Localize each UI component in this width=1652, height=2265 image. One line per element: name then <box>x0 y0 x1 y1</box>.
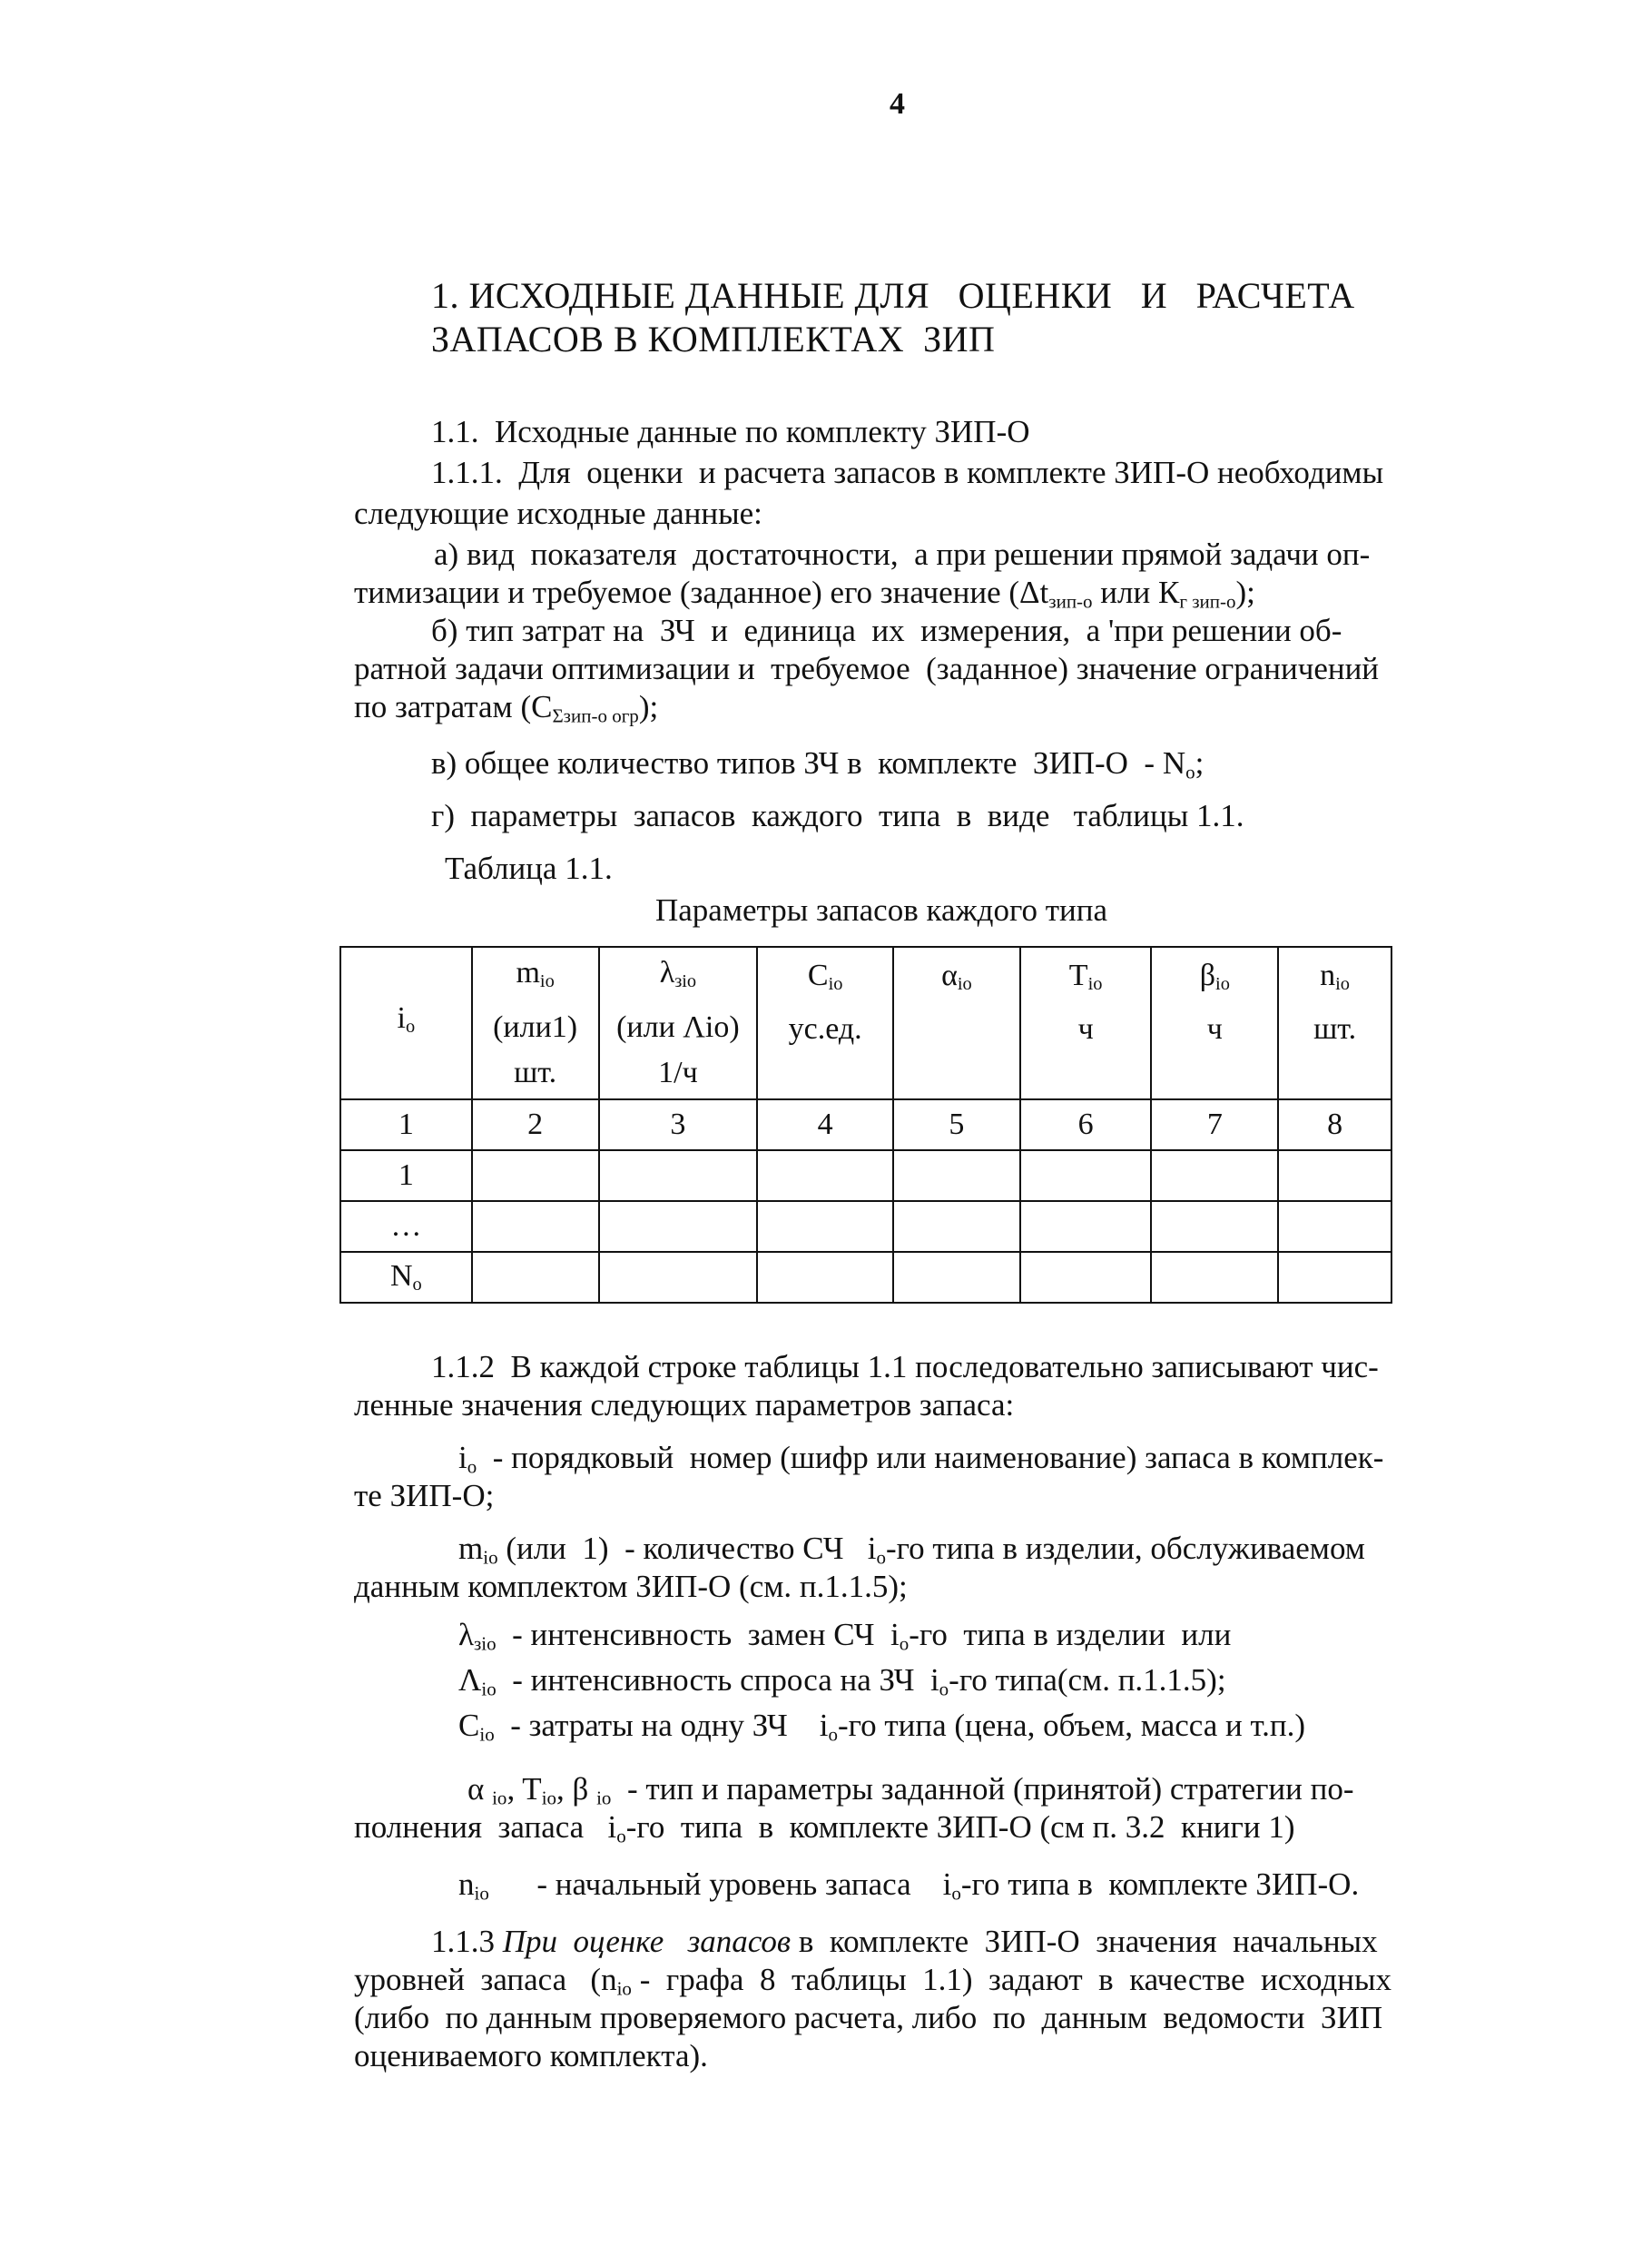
header-lambda: $\lambda_{зio}$ (или Λio) 1/ч <box>599 947 758 1099</box>
table-cell <box>757 1201 893 1252</box>
table-header-row <box>340 947 1391 1099</box>
header-alpha: $\alpha_{io}$ <box>893 947 1020 1099</box>
def-mio-line-1: $m_{io}$ (или 1) - количество СЧ $i_o-го$ типа в изделии, обслуживаемом <box>458 1531 1365 1569</box>
def-mio-line-2: данным комплектом ЗИП-О (см. п.1.1.5); <box>354 1569 908 1604</box>
table-cell <box>1020 1201 1152 1252</box>
table-cell <box>757 1252 893 1303</box>
table-cell <box>1151 1252 1278 1303</box>
table-cell: … <box>340 1201 472 1252</box>
section-title-line-2: ЗАПАСОВ В КОМПЛЕКТАХ ЗИП <box>431 319 996 359</box>
def-cio: $С_{io}$ - затраты на одну ЗЧ $i_o-го$ типа (цена, объем, масса и т.п.) <box>458 1708 1306 1746</box>
subsection-1-1-3-line-3: (либо по данным проверяемого расчета, либо по данным ведомости ЗИП <box>354 2000 1383 2035</box>
subsection-1-1-3-line-4: оцениваемого комплекта). <box>354 2038 708 2073</box>
subsection-1-1-2-line-2: ленные значения следующих параметров запаса: <box>354 1387 1015 1423</box>
table-cell: 1 <box>340 1150 472 1201</box>
item-a-line-2: тимизации и требуемое (заданное) его значение ($\Delta t_{зип-о}$ или $К_{г зип-о}$); <box>354 575 1255 613</box>
table-cell <box>472 1252 599 1303</box>
subsection-1-1-heading: 1.1. Исходные данные по комплекту ЗИП-О <box>431 414 1030 449</box>
table-cell: 2 <box>472 1099 599 1150</box>
table-cell <box>893 1252 1020 1303</box>
def-io-line-1: $i_o$ - порядковый номер (шифр или наименование) запаса в комплек- <box>458 1440 1384 1478</box>
def-io-line-2: те ЗИП-О; <box>354 1478 495 1513</box>
table-cell <box>599 1252 758 1303</box>
table-caption: Параметры запасов каждого типа <box>655 892 1108 928</box>
def-lambda: $\lambda_{зio}$ - интенсивность замен СЧ $i_o-го$ типа в изделии или <box>458 1617 1232 1655</box>
header-beta: $\beta_{io}$ ч <box>1151 947 1278 1099</box>
def-strategy-line-1: α $_{io}$, $T_{io}$, β $_{io}$ - тип и параметры заданной (принятой) стратегии по- <box>467 1771 1354 1809</box>
table-cell <box>472 1150 599 1201</box>
table-cell <box>1278 1252 1391 1303</box>
table-cell <box>893 1150 1020 1201</box>
header-nio: $n_{io}$ шт. <box>1278 947 1391 1099</box>
header-io: $i_o$ <box>340 947 472 1099</box>
table-row <box>340 1252 1391 1303</box>
def-strategy-line-2: полнения запаса $i_o-го$ типа в комплекте ЗИП-О (см п. 3.2 книги 1) <box>354 1809 1295 1847</box>
table-cell: 4 <box>757 1099 893 1150</box>
table-cell <box>1278 1150 1391 1201</box>
header-mio: $m_{io}$ (или1) шт. <box>472 947 599 1099</box>
subsection-1-1-2-line-1: 1.1.2 В каждой строке таблицы 1.1 последовательно записывают чис- <box>431 1349 1379 1384</box>
header-cio: $C_{io}$ ус.ед. <box>757 947 893 1099</box>
table-cell: 6 <box>1020 1099 1152 1150</box>
table-cell: 5 <box>893 1099 1020 1150</box>
subsection-1-1-1-line-2: следующие исходные данные: <box>354 496 762 531</box>
item-g: г) параметры запасов каждого типа в виде таблицы 1.1. <box>431 798 1244 833</box>
table-cell <box>1151 1201 1278 1252</box>
table-cell <box>1151 1150 1278 1201</box>
parameters-table <box>339 946 1392 1304</box>
page-number: 4 <box>890 87 905 121</box>
subsection-1-1-1-line-1: 1.1.1. Для оценки и расчета запасов в комплекте ЗИП-О необходимы <box>431 455 1384 490</box>
header-tio: $T_{io}$ ч <box>1020 947 1152 1099</box>
item-b-line-1: б) тип затрат на ЗЧ и единица их измерения, а 'при решении об- <box>431 613 1342 648</box>
table-cell <box>599 1201 758 1252</box>
def-nio: $n_{io}$ - начальный уровень запаса $i_o-го$ типа в комплекте ЗИП-О. <box>458 1866 1360 1905</box>
table-cell: 8 <box>1278 1099 1391 1150</box>
def-Lambda: $\Lambda_{io}$ - интенсивность спроса на ЗЧ $i_o-го$ типа(см. п.1.1.5); <box>458 1662 1226 1700</box>
table-row <box>340 1201 1391 1252</box>
item-b-line-2: ратной задачи оптимизации и требуемое (заданное) значение ограничений <box>354 651 1380 686</box>
table-cell <box>472 1201 599 1252</box>
table-cell <box>1020 1252 1152 1303</box>
table-row <box>340 1150 1391 1201</box>
item-v: в) общее количество типов ЗЧ в комплекте $ЗИП-О - N_о$; <box>431 745 1205 783</box>
table-cell: 7 <box>1151 1099 1278 1150</box>
table-cell <box>1278 1201 1391 1252</box>
table-row-column-numbers <box>340 1099 1391 1150</box>
table-cell <box>757 1150 893 1201</box>
item-a-line-1: а) вид показателя достаточности, а при решении прямой задачи оп- <box>434 537 1371 572</box>
subsection-1-1-3-line-2: уровней запаса ($n_{io}$ - графа 8 таблицы 1.1) задают в качестве исходных <box>354 1962 1392 2000</box>
table-cell: $N_o$ <box>340 1252 472 1303</box>
table-cell: 1 <box>340 1099 472 1150</box>
subsection-1-1-3-line-1: 1.1.3 При оценке запасов в комплекте ЗИП-О значения начальных <box>431 1924 1378 1959</box>
table-cell: 3 <box>599 1099 758 1150</box>
section-title-line-1: 1. ИСХОДНЫЕ ДАННЫЕ ДЛЯ ОЦЕНКИ И РАСЧЕТА <box>431 275 1355 316</box>
table-cell <box>893 1201 1020 1252</box>
table-label: Таблица 1.1. <box>445 851 613 886</box>
item-b-line-3: по затратам $(С_{\Sigma зип-о огр})$; <box>354 689 659 727</box>
table-cell <box>599 1150 758 1201</box>
table-cell <box>1020 1150 1152 1201</box>
